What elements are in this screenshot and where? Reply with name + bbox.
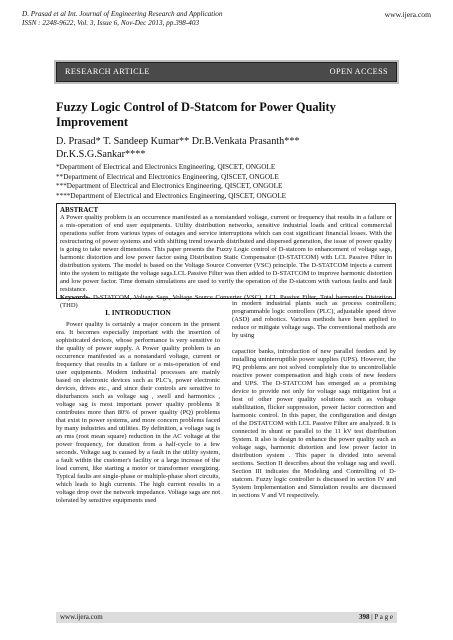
page-number-label: | P a g e bbox=[369, 613, 393, 621]
authors-line-2: Dr.K.S.G.Sankar**** bbox=[56, 149, 146, 160]
right-paragraph-1: in modern industrial plants such as process controllers; programmable logic controllers (PLC), adjustable speed drive (ASD) and robotics. Various methods have been applied to reduce or mitigate voltage sags. The conventional methods are by using bbox=[232, 300, 396, 339]
research-article-label: RESEARCH ARTICLE bbox=[65, 67, 150, 76]
journal-header bbox=[22, 10, 431, 28]
introduction-paragraph: Power quality is certainly a major concern in the present era. It becomes especially important with the insertion of sophisticated devices, whose performance is very sensitive to the quality of power supply. A Power quality problem is an occurrence manifested as a nonstandard voltage, current or frequency that results in a failure or a mis-operation of end user equipments. Modern industrial processes are mainly based on electronic devices such as PLC's, power electronic devices, drives etc., and since their controls are sensitive to disturbances such as voltage sag , swell and harmonics , voltage sag is most important power quality problems It contributes more than 80% of power quality (PQ) problems that exist in power systems, and more concern problems faced by many industries and utilities. By definition, a voltage sag is an rms (root mean square) reduction in the AC voltage at the power frequency, for duration from a half-cycle to a few seconds. Voltage sag is caused by a fault in the utility system, a fault within the customer's facility or a large increase of the load current, like starting a motor or transformer energizing. Typical faults are single-phase or multiple-phase short circuits, which leads to high currents. The high current results in a voltage drop over the network impedance. Voltage sags are not tolerated by sensitive equipments used bbox=[56, 321, 220, 504]
abstract-heading: ABSTRACT bbox=[60, 206, 99, 214]
keywords-label: Keywords- bbox=[60, 294, 91, 301]
page-footer bbox=[56, 612, 397, 623]
affiliation-2: **Department of Electrical and Electronics Engineering, QISCET, ONGOLE bbox=[56, 172, 279, 181]
keywords-text: D-STATCOM, Voltage Sags, Voltage Source Converter (VSC), LCL Passive Filter, Total harmonics Distortion (THD) bbox=[60, 294, 392, 309]
author-list bbox=[56, 135, 406, 161]
abstract-text: A Power quality problem is an occurrence manifested as a nonstandard voltage, current or frequency that results in a failure or a mis-operation of end user equipments. Utility distribution networks, sensitive industrial loads and critical commercial operations suffer from various types of outages and service interruptions which can cost significant financial losses. With the restructuring of power systems and with shifting trend towards distributed and dispersed generation, the issue of power quality is going to take newer dimensions. This paper presents the Fuzzy Logic control of D-statcom to enhancement of voltage sags, harmonic distortion and low power factor using Distribution Static Compensator (D-STATCOM) with LCL Passive Filter in distribution system. The model is based on the Voltage Source Converter (VSC) principle. The D-STATCOM injects a current into the system to mitigate the voltage sags.LCL Passive Filter was then added to D-STATCOM to improve harmonic distortion and low power factor. Time domain simulations are used to verify the operation of the D-statcom with various faults and fault resistance. bbox=[60, 214, 392, 293]
left-column bbox=[56, 302, 220, 505]
affiliation-1: *Department of Electrical and Electronics Engineering, QISCET, ONGOLE bbox=[56, 163, 276, 171]
affiliation-3: ***Department of Electrical and Electronics Engineering, QISCET, ONGOLE bbox=[56, 182, 283, 190]
introduction-heading: I. INTRODUCTION bbox=[105, 308, 171, 317]
open-access-label: OPEN ACCESS bbox=[329, 67, 388, 76]
footer-website[interactable]: www.ijera.com bbox=[60, 613, 103, 621]
page-number bbox=[359, 613, 393, 621]
abstract-box bbox=[56, 203, 396, 309]
journal-line-1: D. Prasad et al Int. Journal of Engineering Research and Application bbox=[22, 10, 223, 18]
affiliation-4: ****Department of Electrical and Electronics Engineering, QISCET, ONGOLE bbox=[56, 191, 286, 200]
header-website[interactable]: www.ijera.com bbox=[384, 10, 431, 19]
right-paragraph-2: capacitor banks, introduction of new parallel feeders and by installing uninterruptible power supplies (UPS). However, the PQ problems are not solved completely due to uncontrollable reactive power compensation and high costs of new feeders and UPS. The D-STATCOM has emerged as a promising device to provide not only for voltage sags mitigation but a host of other power quality solutions such as voltage stabilization, flicker suppression, power factor correction and harmonic control. In this paper, the configuration and design of the DSTATCOM with LCL Passive Filter are analyzed. It is connected in shunt or parallel to the 11 kV test distribution System. It also is design to enhance the power quality such as voltage sags, harmonic distortion and low power factor in distribution system . This paper is divided into several sections. Section II describes about the voltage sag and swell. Section III indicates the Modeling and Controlling of D-statcom. Fuzzy logic controller is discussed in section IV and System Implementation and Simulation results are discussed in sections V and VI respectively. bbox=[232, 348, 396, 499]
journal-line-2: ISSN : 2248-9622, Vol. 3, Issue 6, Nov-Dec 2013, pp.398-403 bbox=[22, 19, 200, 27]
affiliations bbox=[56, 163, 406, 201]
authors-line-1: D. Prasad* T. Sandeep Kumar** Dr.B.Venkata Prasanth*** bbox=[56, 136, 300, 147]
article-type-banner bbox=[56, 62, 397, 82]
page-number-value: 398 bbox=[359, 613, 370, 621]
paper-title: Fuzzy Logic Control of D-Statcom for Power Quality Improvement bbox=[56, 100, 336, 129]
right-column bbox=[232, 300, 396, 500]
